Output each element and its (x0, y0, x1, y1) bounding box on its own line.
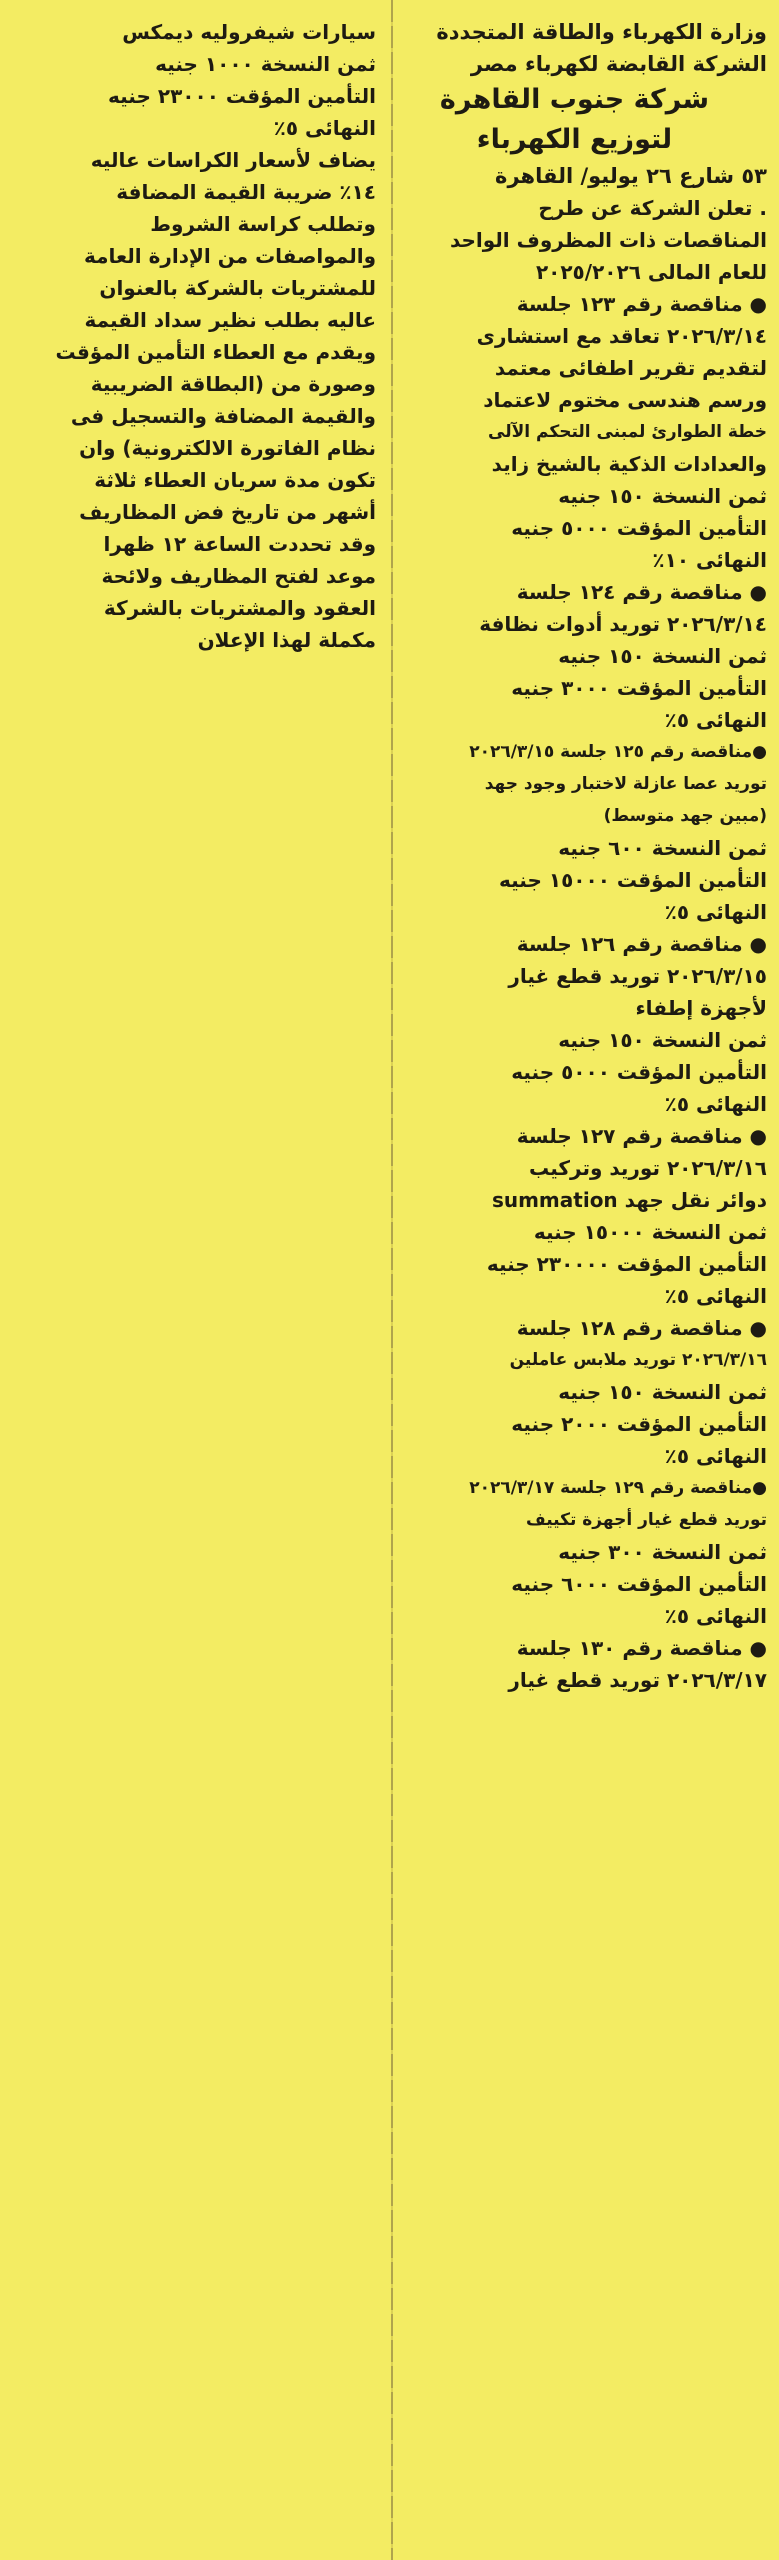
insurance-line: التأمين المؤقت ٥٠٠٠ جنيه (511, 516, 767, 540)
body-line: وتطلب كراسة الشروط (150, 212, 376, 236)
final-line: النهائى ٥٪ (664, 1604, 767, 1628)
body-line: ١٤٪ ضريبة القيمة المضافة (116, 180, 376, 204)
holding-company-line: الشركة القابضة لكهرباء مصر (470, 52, 767, 76)
tender-128-heading: ● مناقصة رقم ١٢٨ جلسة (516, 1316, 767, 1340)
company-name-line-2: لتوزيع الكهرباء (476, 124, 673, 155)
price-line: ثمن النسخة ١٥٠ جنيه (558, 484, 767, 508)
tender-129-heading: ●مناقصة رقم ١٢٩ جلسة ٢٠٢٦/٣/١٧ (469, 1478, 767, 1498)
price-line: ثمن النسخة ١٥٠ جنيه (558, 1380, 767, 1404)
body-line: ويقدم مع العطاء التأمين المؤقت (55, 340, 376, 364)
price-line: ثمن النسخة ٣٠٠ جنيه (558, 1540, 767, 1564)
body-line: لأجهزة إطفاء (635, 996, 767, 1020)
insurance-line: التأمين المؤقت ٦٠٠٠ جنيه (511, 1572, 767, 1596)
price-line: ثمن النسخة ١٥٠٠٠ جنيه (533, 1220, 767, 1244)
tender-announcement-left-column (11, 16, 376, 656)
body-line: دوائر نقل جهد summation (491, 1188, 767, 1212)
final-line: النهائى ٥٪ (664, 1284, 767, 1308)
final-line: النهائى ٥٪ (664, 1092, 767, 1116)
body-line: لتقديم تقرير اطفائى معتمد (494, 356, 767, 380)
body-line: تكون مدة سريان العطاء ثلاثة (94, 468, 376, 492)
company-address: ٥٣ شارع ٢٦ يوليو/ القاهرة (495, 164, 767, 188)
body-line: ٢٠٢٦/٣/١٦ توريد وتركيب (529, 1156, 767, 1180)
column-divider (391, 0, 393, 2560)
body-line: والمواصفات من الإدارة العامة (83, 244, 376, 268)
body-line: للعام المالى ٢٠٢٥/٢٠٢٦ (535, 260, 767, 284)
body-line: والعدادات الذكية بالشيخ زايد (491, 452, 767, 476)
final-line: النهائى ٥٪ (664, 1444, 767, 1468)
tender-123-heading: ● مناقصة رقم ١٢٣ جلسة (516, 292, 767, 316)
insurance-line: التأمين المؤقت ١٥٠٠٠ جنيه (499, 868, 767, 892)
final-line: النهائى ٥٪ (664, 708, 767, 732)
insurance-line: التأمين المؤقت ٢٣٠٠٠ جنيه (108, 84, 376, 108)
body-line: أشهر من تاريخ فض المظاريف (79, 500, 376, 524)
body-line: ٢٠٢٦/٣/١٦ توريد ملابس عاملين (509, 1350, 767, 1370)
body-line: العقود والمشتريات بالشركة (103, 596, 376, 620)
price-line: ثمن النسخة ١٠٠٠ جنيه (155, 52, 376, 76)
body-line: للمشتريات بالشركة بالعنوان (99, 276, 376, 300)
tender-127-heading: ● مناقصة رقم ١٢٧ جلسة (516, 1124, 767, 1148)
final-line: النهائى ٥٪ (273, 116, 376, 140)
company-name-line-1: شركة جنوب القاهرة (439, 84, 710, 115)
price-line: ثمن النسخة ١٥٠ جنيه (558, 1028, 767, 1052)
insurance-line: التأمين المؤقت ٣٠٠٠ جنيه (511, 676, 767, 700)
final-line: النهائى ٥٪ (664, 900, 767, 924)
body-line: يضاف لأسعار الكراسات عاليه (90, 148, 376, 172)
tender-125-heading: ●مناقصة رقم ١٢٥ جلسة ٢٠٢٦/٣/١٥ (469, 742, 767, 762)
body-line: المناقصات ذات المظروف الواحد (449, 228, 767, 252)
body-line: خطة الطوارئ لمبنى التحكم الآلى (488, 422, 767, 442)
body-line: وقد تحددت الساعة ١٢ ظهرا (103, 532, 376, 556)
body-line: ٢٠٢٦/٣/١٤ تعاقد مع استشارى (476, 324, 767, 348)
body-line: ورسم هندسى مختوم لاعتماد (483, 388, 767, 412)
body-line: عاليه بطلب نظير سداد القيمة (84, 308, 376, 332)
body-line: مكملة لهذا الإعلان (197, 628, 376, 652)
tender-124-heading: ● مناقصة رقم ١٢٤ جلسة (516, 580, 767, 604)
insurance-line: التأمين المؤقت ٢٣٠٠٠٠ جنيه (486, 1252, 767, 1276)
price-line: ثمن النسخة ١٥٠ جنيه (558, 644, 767, 668)
body-line: موعد لفتح المظاريف ولائحة (101, 564, 376, 588)
ministry-line: وزارة الكهرباء والطاقة المتجددة (436, 20, 767, 44)
body-line: ٢٠٢٦/٣/١٤ توريد أدوات نظافة (479, 612, 767, 636)
body-line: ٢٠٢٦/٣/١٧ توريد قطع غيار (508, 1668, 767, 1692)
body-line: توريد عصا عازلة لاختبار وجود جهد (484, 774, 767, 794)
tender-130-heading: ● مناقصة رقم ١٣٠ جلسة (516, 1636, 767, 1660)
body-line: ٢٠٢٦/٣/١٥ توريد قطع غيار (508, 964, 767, 988)
body-line: (مبين جهد متوسط) (603, 806, 767, 826)
insurance-line: التأمين المؤقت ٢٠٠٠ جنيه (511, 1412, 767, 1436)
body-line: والقيمة المضافة والتسجيل فى (70, 404, 376, 428)
body-line: . تعلن الشركة عن طرح (538, 196, 767, 220)
body-line: سيارات شيفروليه ديمكس (122, 20, 376, 44)
final-line: النهائى ١٠٪ (652, 548, 767, 572)
body-line: وصورة من (البطاقة الضريبية (90, 372, 376, 396)
tender-126-heading: ● مناقصة رقم ١٢٦ جلسة (516, 932, 767, 956)
body-line: نظام الفاتورة الالكترونية) وان (79, 436, 376, 460)
body-line: توريد قطع غيار أجهزة تكييف (525, 1510, 767, 1530)
tender-announcement-right-column (382, 16, 767, 1696)
price-line: ثمن النسخة ٦٠٠ جنيه (558, 836, 767, 860)
insurance-line: التأمين المؤقت ٥٠٠٠ جنيه (511, 1060, 767, 1084)
